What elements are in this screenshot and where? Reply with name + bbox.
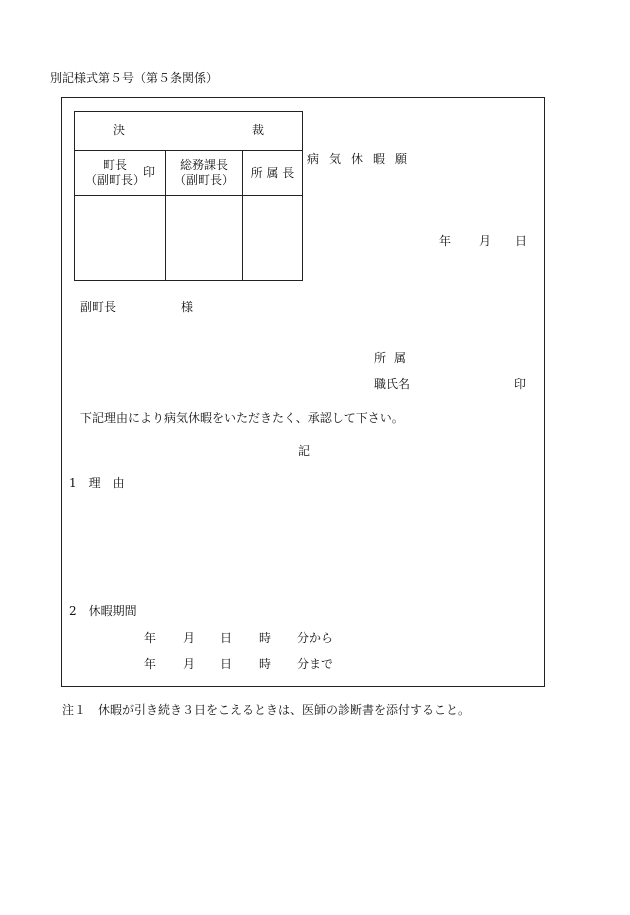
seal-box-general-affairs[interactable] <box>166 196 243 281</box>
period-from-minute: 分から <box>297 631 334 645</box>
mayor-seal-mark: 印 <box>143 165 156 179</box>
name-label: 職氏名 <box>374 377 411 391</box>
mayor-title: 町長 <box>103 158 128 172</box>
request-text: 下記理由により病気休暇をいただきたく、承認して下さい。 <box>80 411 404 425</box>
period-to-year: 年 <box>144 657 157 671</box>
period-from-month: 月 <box>183 631 196 645</box>
approval-header <box>75 112 303 151</box>
form-number: 別記様式第５号（第５条関係） <box>50 71 219 85</box>
period-from-day: 日 <box>220 631 233 645</box>
mayor-title-sub: （副町長） <box>85 173 146 187</box>
date-month: 月 <box>479 234 492 248</box>
addressee-name: 副町長 <box>80 300 117 314</box>
document-title: 病気休暇願 <box>307 152 418 166</box>
period-from-year: 年 <box>144 631 157 645</box>
date-day: 日 <box>515 234 528 248</box>
period-from-hour: 時 <box>259 631 272 645</box>
approval-col-dept-head <box>243 151 303 196</box>
period-to-hour: 時 <box>259 657 272 671</box>
ki-heading: 記 <box>298 444 311 458</box>
dept-head-title: 所 属 長 <box>250 165 295 180</box>
applicant-seal-mark: 印 <box>514 377 527 391</box>
approval-header-left: 決 <box>113 123 126 137</box>
seal-box-dept-head[interactable] <box>243 196 303 281</box>
general-affairs-title: 総務課長 <box>179 158 228 172</box>
date-year: 年 <box>439 234 452 248</box>
approval-table <box>74 111 303 281</box>
reason-section-label: 1 理 由 <box>69 476 125 490</box>
addressee-honorific: 様 <box>181 300 194 314</box>
period-to-day: 日 <box>220 657 233 671</box>
period-to-minute: 分まで <box>297 657 334 671</box>
period-to-month: 月 <box>183 657 196 671</box>
approval-col-general-affairs <box>166 151 243 196</box>
period-section-label: 2 休暇期間 <box>69 604 137 618</box>
approval-col-mayor <box>75 151 166 196</box>
approval-header-right: 裁 <box>252 123 265 137</box>
seal-box-mayor[interactable] <box>75 196 166 281</box>
footnote: 注１ 休暇が引き続き３日をこえるときは、医師の診断書を添付すること。 <box>62 703 471 717</box>
general-affairs-title-sub: （副町長） <box>173 173 234 187</box>
department-label: 所属 <box>374 351 415 365</box>
